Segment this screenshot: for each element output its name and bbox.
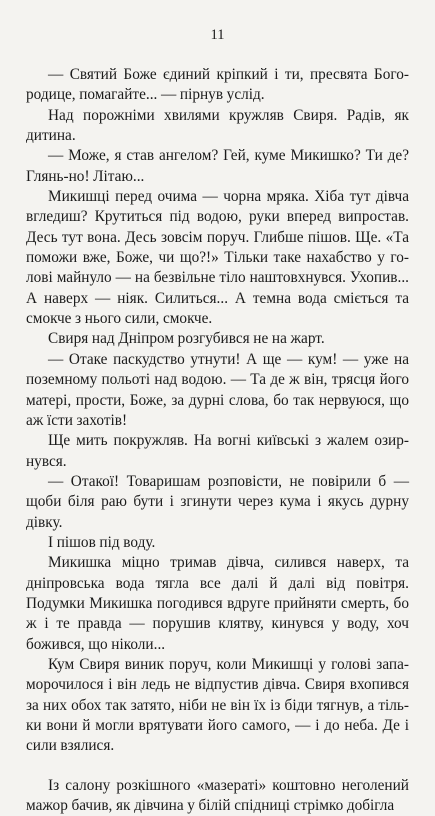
paragraph: Кум Свиря виник поруч, коли Микишці у голові запаморочилося і він ледь не відпустив дівча. Свиря вхопився за них обох так затято, ніби не він їх із біди тягнув, а тільки вони й могли врятувати його самого, — і до неба. Де і сили взялися. [26, 655, 409, 755]
paragraph: І пішов під воду. [48, 533, 156, 551]
paragraph: Над порожніми хвилями кружляв Свиря. Радів, як дитина. [26, 106, 409, 145]
paragraph: Микишці перед очима — чорна мряка. Хіба тут дівча вгледиш? Крутиться під водою, руки вперед випростав. Десь тут вона. Десь зовсім поруч. Глибше пішов. Ще. «Та поможи вже, Боже, чи що?!» Тільки таке нахабство у голові майнуло — на безвільне тіло наштовхнувся. Ухопив... А наверх — ніяк. Силиться... А темна вода сміється та смокче з нього сили, смокче. [26, 188, 409, 328]
paragraph: — Отаке паскудство утнути! А ще — кум! — уже на поземному польоті над водою. — Та де ж він, трясця його матері, прости, Боже, за дурні слова, бо так нервуюся, що аж їсти захотів! [26, 350, 409, 429]
paragraph: — Може, я став ангелом? Гей, куме Микишко? Ти де? Глянь-но! Літаю... [26, 147, 409, 185]
paragraph: — Святий Боже єдиний кріпкий і ти, пресвята Богородице, помагайте... — пірнув услід. [26, 66, 409, 104]
body-text [26, 65, 409, 816]
paragraph: — Отакої! Товаришам розповісти, не повірили б — щоби біля раю бути і згинути через кума і якусь дурну дівку. [26, 472, 409, 531]
paragraph: Ще мить покружляв. На вогні київські з жалем озирнувся. [26, 432, 409, 470]
paragraph: Свиря над Дніпром розгубився не на жарт. [48, 330, 325, 348]
paragraph: Микишка міцно тримав дівча, силився наверх, та дніпровська вода тягла все далі й далі від повітря. Подумки Микишка погодився вдруге прийняти смерть, бо ж і те правда — порушив клятву, кинувся у воду, хоч божився, що ніколи... [26, 554, 409, 653]
paragraph: Із салону розкішного «мазераті» коштовно неголений мажор бачив, як дівчина у білій спідниці стрімко добігла [26, 776, 409, 815]
page-number: 11 [210, 27, 225, 43]
